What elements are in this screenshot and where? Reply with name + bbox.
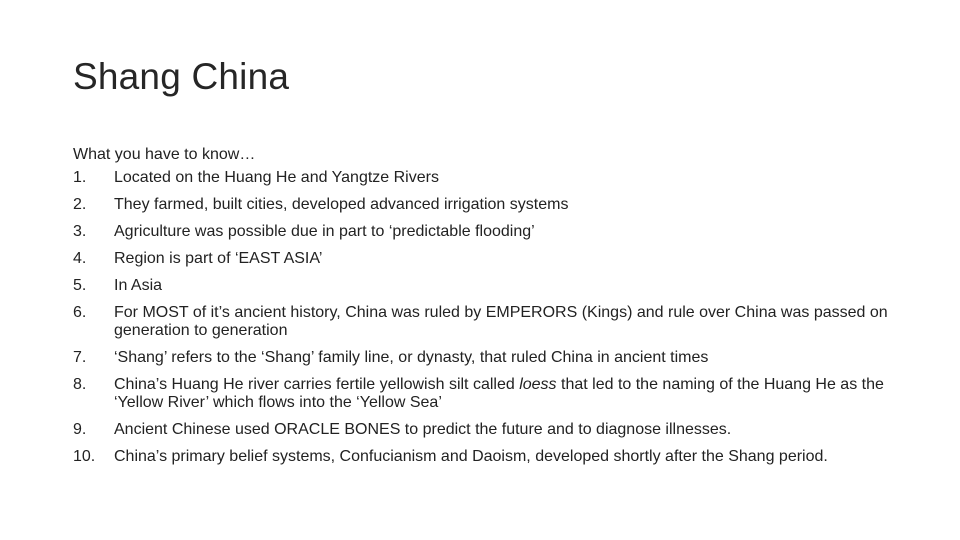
list-item [73,169,903,187]
intro-text: What you have to know… [73,146,256,163]
list-item [73,349,903,367]
list-item-number: 7. [73,349,87,366]
list-item-text: They farmed, built cities, developed advanced irrigation systems [114,196,569,213]
list-item [73,448,903,466]
list-item-text-part: China’s Huang He river carries fertile yellowish silt called [114,376,520,393]
list-item-text: For MOST of it’s ancient history, China was ruled by EMPERORS (Kings) and rule over China was passed on generation to generation [114,304,888,339]
list-item-text: China’s primary belief systems, Confucianism and Daoism, developed shortly after the Shang period. [114,448,828,465]
italic-term: loess [519,376,557,393]
list-item-text: In Asia [114,277,163,294]
list-item-number: 2. [73,196,87,213]
list-item-number: 4. [73,250,87,267]
list-item [73,196,903,214]
list-item-number: 8. [73,376,87,393]
list-item-number: 5. [73,277,87,294]
slide-title: Shang China [73,56,290,97]
slide-body [73,143,903,475]
list-item [73,223,903,241]
list-item-text: ‘Shang’ refers to the ‘Shang’ family line, or dynasty, that ruled China in ancient times [114,349,709,366]
list-item-number: 3. [73,223,87,240]
list-item-text [114,376,903,412]
list-item-text: Ancient Chinese used ORACLE BONES to predict the future and to diagnose illnesses. [114,421,732,438]
list-item-text-part: that led to the naming of the Huang He as the ‘Yellow River’ which flows into the ‘Yellow Sea’ [114,376,884,411]
list-item-number: 6. [73,304,87,321]
list-item-text: Located on the Huang He and Yangtze Rivers [114,169,439,186]
list-item [73,421,903,439]
list-item [73,304,903,340]
list-item-number: 1. [73,169,87,186]
list-item-text: Region is part of ‘EAST ASIA’ [114,250,323,267]
list-item-number: 10. [73,448,96,465]
list-item [73,277,903,295]
list-item [73,376,903,412]
list-item-number: 9. [73,421,87,438]
list-item [73,250,903,268]
list-item-text: Agriculture was possible due in part to ‘predictable flooding’ [114,223,535,240]
